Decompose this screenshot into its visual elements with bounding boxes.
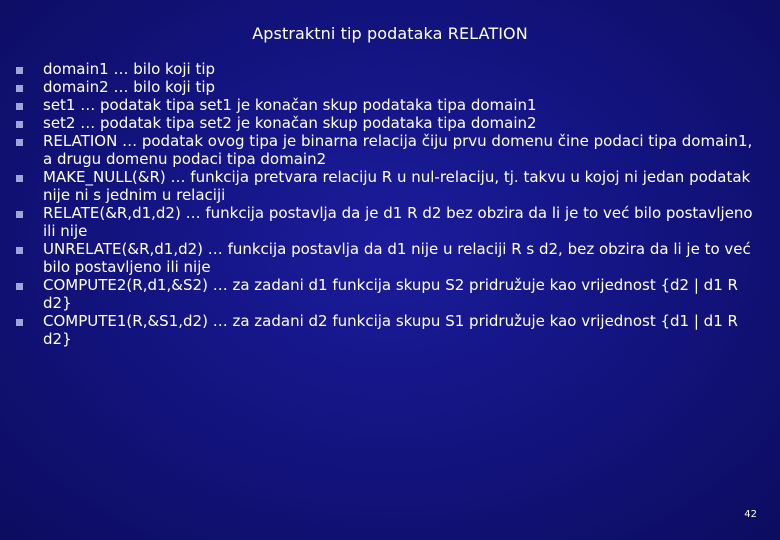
square-bullet-icon <box>16 247 23 254</box>
square-bullet-icon <box>16 319 23 326</box>
square-bullet-icon <box>16 67 23 74</box>
bullet-item-relate <box>16 204 756 240</box>
bullet-text: domain1 … bilo koji tip <box>43 60 216 78</box>
bullet-item-domain1 <box>16 60 756 78</box>
bullet-item-compute1 <box>16 312 756 348</box>
bullet-item-compute2 <box>16 276 756 312</box>
bullet-text: MAKE_NULL(&R) … funkcija pretvara relaciju R u nul-relaciju, tj. takvu u kojoj ni jedan podatak nije ni s jednim u relaciji <box>43 168 751 204</box>
bullet-text: UNRELATE(&R,d1,d2) … funkcija postavlja da d1 nije u relaciji R s d2, bez obzira da li je to već bilo postavljeno ili nije <box>43 240 751 276</box>
square-bullet-icon <box>16 121 23 128</box>
bullet-text: set2 … podatak tipa set2 je konačan skup podataka tipa domain2 <box>43 114 537 132</box>
bullet-item-set2 <box>16 114 756 132</box>
square-bullet-icon <box>16 85 23 92</box>
bullet-text: domain2 … bilo koji tip <box>43 78 216 96</box>
bullet-text: RELATION … podatak ovog tipa je binarna relacija čiju prvu domenu čine podaci tipa domain1, a drugu domenu podaci tipa domain2 <box>43 132 753 168</box>
bullet-text: COMPUTE2(R,d1,&S2) … za zadani d1 funkcija skupu S2 pridružuje kao vrijednost {d2 | d1 R d2} <box>43 276 738 312</box>
square-bullet-icon <box>16 211 23 218</box>
bullet-text: RELATE(&R,d1,d2) … funkcija postavlja da je d1 R d2 bez obzira da li je to već bilo postavljeno ili nije <box>43 204 753 240</box>
page-number: 42 <box>744 509 757 520</box>
bullet-item-set1 <box>16 96 756 114</box>
square-bullet-icon <box>16 283 23 290</box>
square-bullet-icon <box>16 103 23 110</box>
bullet-text: set1 … podatak tipa set1 je konačan skup podataka tipa domain1 <box>43 96 537 114</box>
square-bullet-icon <box>16 175 23 182</box>
bullet-list <box>16 60 756 348</box>
bullet-item-domain2 <box>16 78 756 96</box>
square-bullet-icon <box>16 139 23 146</box>
bullet-text: COMPUTE1(R,&S1,d2) … za zadani d2 funkcija skupu S1 pridružuje kao vrijednost {d1 | d1 R d2} <box>43 312 738 348</box>
slide-title: Apstraktni tip podataka RELATION <box>252 24 528 43</box>
bullet-item-make-null <box>16 168 756 204</box>
bullet-item-relation <box>16 132 756 168</box>
bullet-item-unrelate <box>16 240 756 276</box>
